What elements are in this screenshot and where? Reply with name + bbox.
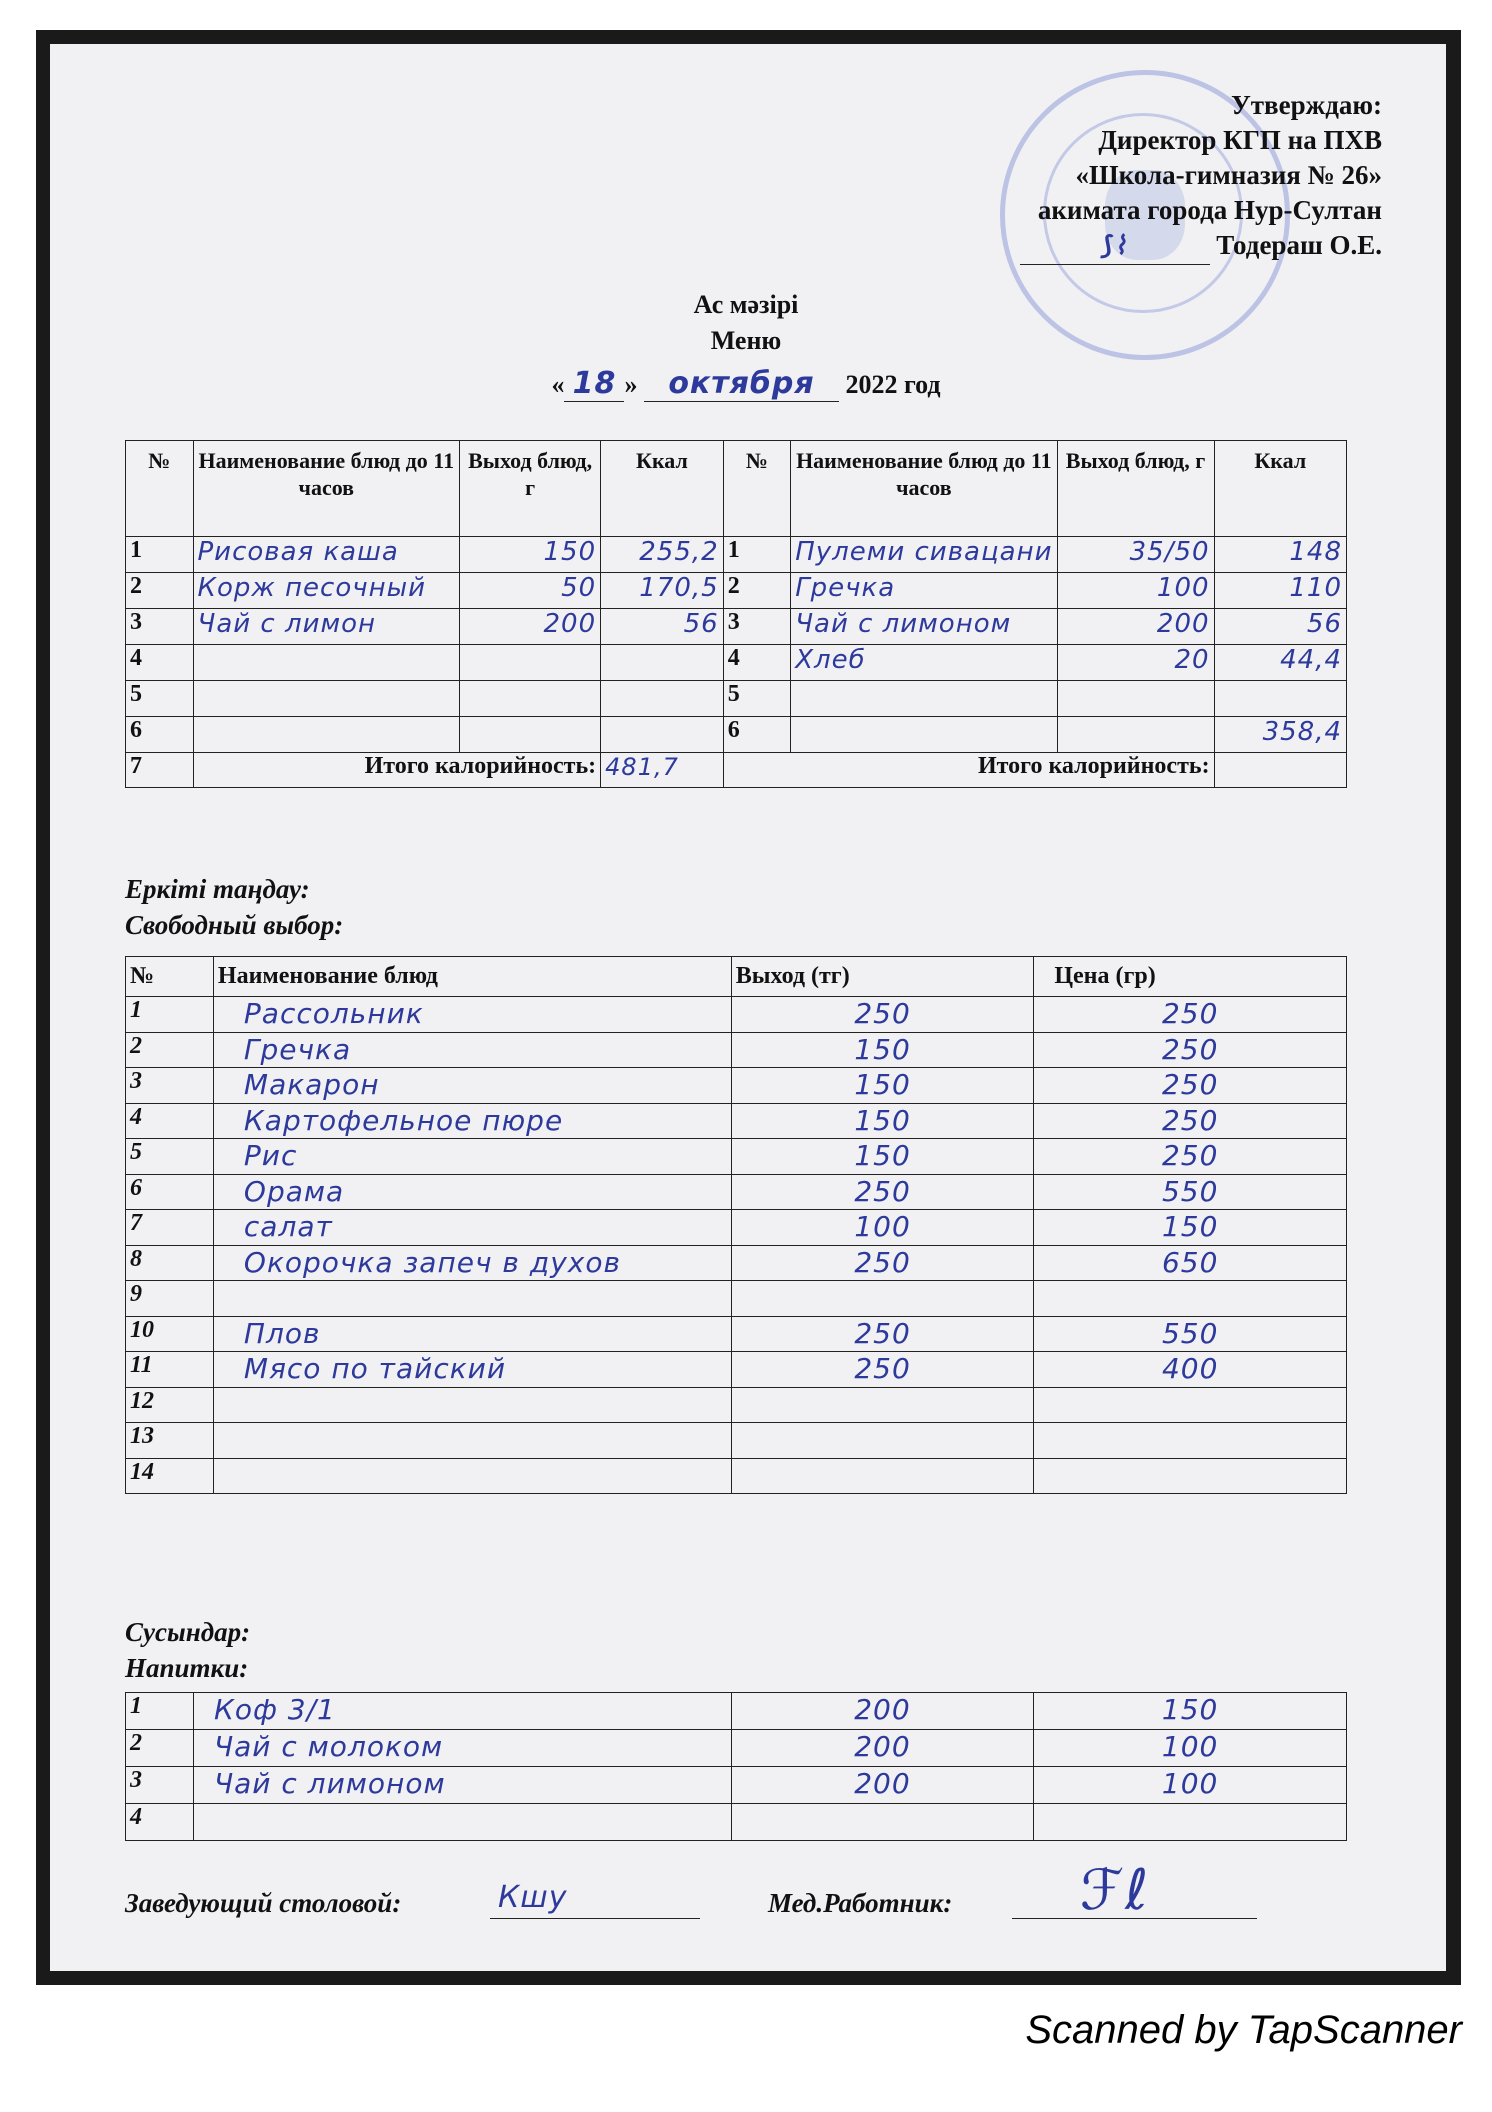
drink-yield bbox=[731, 1804, 1034, 1841]
fc-price: 250 bbox=[1034, 1032, 1347, 1068]
menu-no-right: 6 bbox=[723, 717, 791, 753]
fc-yield: 150 bbox=[731, 1139, 1034, 1175]
fc-yield: 100 bbox=[731, 1210, 1034, 1246]
director-signature: ⟆⌇ bbox=[1020, 229, 1210, 265]
menu-kcal-left: 56 bbox=[601, 609, 724, 645]
menu-kcal-right: 358,4 bbox=[1214, 717, 1346, 753]
fc-no: 5 bbox=[126, 1139, 214, 1175]
menu-no-left: 5 bbox=[126, 681, 194, 717]
header-no-left: № bbox=[126, 441, 194, 537]
fc-price: 650 bbox=[1034, 1245, 1347, 1281]
approval-line-3: «Школа-гимназия № 26» bbox=[1075, 160, 1382, 190]
fc-price bbox=[1034, 1281, 1347, 1317]
menu-row bbox=[126, 609, 1347, 645]
drink-no: 4 bbox=[126, 1804, 194, 1841]
manager-signature: Кшу bbox=[498, 1880, 568, 1915]
fc-yield: 150 bbox=[731, 1103, 1034, 1139]
fc-price bbox=[1034, 1423, 1347, 1459]
menu-dish-right: Хлеб bbox=[791, 645, 1057, 681]
header-name-right: Наименование блюд до 11 часов bbox=[791, 441, 1057, 537]
fc-price: 250 bbox=[1034, 1139, 1347, 1175]
approval-block bbox=[1020, 88, 1382, 265]
menu-no-left: 1 bbox=[126, 537, 194, 573]
approval-line-5 bbox=[1020, 228, 1382, 265]
menu-kcal-right: 44,4 bbox=[1214, 645, 1346, 681]
fc-no: 13 bbox=[126, 1423, 214, 1459]
menu-dish-right bbox=[791, 717, 1057, 753]
drink-row bbox=[126, 1693, 1347, 1730]
menu-no-right: 5 bbox=[723, 681, 791, 717]
drink-no: 3 bbox=[126, 1767, 194, 1804]
free-choice-table bbox=[125, 956, 1347, 1494]
drink-price: 150 bbox=[1034, 1693, 1347, 1730]
fc-yield bbox=[731, 1281, 1034, 1317]
drinks-table bbox=[125, 1692, 1347, 1841]
menu-yield-left bbox=[460, 717, 601, 753]
manager-signature-line bbox=[490, 1918, 700, 1919]
fc-header-price: Цена (гр) bbox=[1034, 957, 1347, 997]
free-choice-row bbox=[126, 1139, 1347, 1175]
fc-yield: 250 bbox=[731, 1316, 1034, 1352]
free-choice-row bbox=[126, 1387, 1347, 1423]
date-open-quote: « bbox=[551, 370, 565, 399]
fc-header-no: № bbox=[126, 957, 214, 997]
fc-dish bbox=[213, 1458, 731, 1494]
fc-yield: 250 bbox=[731, 997, 1034, 1033]
fc-header-name: Наименование блюд bbox=[213, 957, 731, 997]
menu-dish-left: Корж песочный bbox=[193, 573, 460, 609]
menu-kcal-right: 110 bbox=[1214, 573, 1346, 609]
menu-no-left: 3 bbox=[126, 609, 194, 645]
fc-dish: салат bbox=[213, 1210, 731, 1246]
approval-line-4: акимата города Нур-Султан bbox=[1037, 195, 1382, 225]
fc-dish: Гречка bbox=[213, 1032, 731, 1068]
free-choice-row bbox=[126, 1352, 1347, 1388]
free-choice-row bbox=[126, 1316, 1347, 1352]
fc-price bbox=[1034, 1458, 1347, 1494]
fc-dish: Плов bbox=[213, 1316, 731, 1352]
menu-dish-left: Чай с лимон bbox=[193, 609, 460, 645]
total-label-left: Итого калорийность: bbox=[193, 753, 601, 788]
menu-dish-left: Рисовая каша bbox=[193, 537, 460, 573]
fc-no: 4 bbox=[126, 1103, 214, 1139]
menu-kcal-left bbox=[601, 645, 724, 681]
fc-yield: 250 bbox=[731, 1174, 1034, 1210]
menu-no-right: 2 bbox=[723, 573, 791, 609]
free-choice-row bbox=[126, 997, 1347, 1033]
director-name: Тодераш О.Е. bbox=[1216, 230, 1382, 260]
fc-dish: Мясо по тайский bbox=[213, 1352, 731, 1388]
fc-yield bbox=[731, 1387, 1034, 1423]
fc-yield: 150 bbox=[731, 1032, 1034, 1068]
menu-total-row bbox=[126, 753, 1347, 788]
approval-line-1: Утверждаю: bbox=[1230, 90, 1382, 120]
drink-price: 100 bbox=[1034, 1730, 1347, 1767]
menu-no-right: 4 bbox=[723, 645, 791, 681]
header-kcal-left: Ккал bbox=[601, 441, 724, 537]
free-choice-row bbox=[126, 1281, 1347, 1317]
menu-kcal-left: 170,5 bbox=[601, 573, 724, 609]
fc-no: 2 bbox=[126, 1032, 214, 1068]
menu-row bbox=[126, 645, 1347, 681]
fc-dish: Рассольник bbox=[213, 997, 731, 1033]
menu-kcal-right: 56 bbox=[1214, 609, 1346, 645]
menu-yield-right bbox=[1057, 717, 1214, 753]
fc-no: 11 bbox=[126, 1352, 214, 1388]
date-close-quote: » bbox=[624, 370, 638, 399]
fc-price: 400 bbox=[1034, 1352, 1347, 1388]
drink-yield: 200 bbox=[731, 1730, 1034, 1767]
menu-yield-right: 35/50 bbox=[1057, 537, 1214, 573]
manager-label: Заведующий столовой: bbox=[125, 1888, 402, 1918]
drink-row bbox=[126, 1730, 1347, 1767]
fc-dish bbox=[213, 1281, 731, 1317]
drink-no: 1 bbox=[126, 1693, 194, 1730]
header-name-left: Наименование блюд до 11 часов bbox=[193, 441, 460, 537]
free-choice-label-kz: Еркіті таңдау: bbox=[125, 874, 310, 904]
date-month: октября bbox=[644, 366, 839, 402]
medic-label: Мед.Работник: bbox=[768, 1888, 953, 1918]
free-choice-header-row bbox=[126, 957, 1347, 997]
fc-price: 250 bbox=[1034, 997, 1347, 1033]
menu-yield-right: 200 bbox=[1057, 609, 1214, 645]
fc-no: 12 bbox=[126, 1387, 214, 1423]
scanner-watermark: Scanned by TapScanner bbox=[1025, 2008, 1462, 2052]
menu-dish-left bbox=[193, 717, 460, 753]
menu-row bbox=[126, 717, 1347, 753]
drink-price bbox=[1034, 1804, 1347, 1841]
date-day: 18 bbox=[564, 366, 624, 402]
free-choice-row bbox=[126, 1210, 1347, 1246]
menu-yield-right bbox=[1057, 681, 1214, 717]
drink-yield: 200 bbox=[731, 1693, 1034, 1730]
drink-row bbox=[126, 1804, 1347, 1841]
free-choice-row bbox=[126, 1032, 1347, 1068]
title-kz: Ас мәзірі bbox=[693, 290, 799, 319]
menu-dish-left bbox=[193, 681, 460, 717]
fc-dish: Рис bbox=[213, 1139, 731, 1175]
drink-name: Коф 3/1 bbox=[193, 1693, 731, 1730]
menu-yield-left: 200 bbox=[460, 609, 601, 645]
total-left-value: 481,7 bbox=[601, 753, 724, 788]
menu-yield-left bbox=[460, 681, 601, 717]
fc-price: 250 bbox=[1034, 1068, 1347, 1104]
drink-price: 100 bbox=[1034, 1767, 1347, 1804]
header-kcal-right: Ккал bbox=[1214, 441, 1346, 537]
menu-dish-left bbox=[193, 645, 460, 681]
menu-no-right: 3 bbox=[723, 609, 791, 645]
header-no-right: № bbox=[723, 441, 791, 537]
menu-row bbox=[126, 537, 1347, 573]
menu-dish-right: Пулеми сивацани bbox=[791, 537, 1057, 573]
drinks-label-ru: Напитки: bbox=[125, 1653, 249, 1683]
date-year: 2022 год bbox=[845, 370, 941, 399]
drink-yield: 200 bbox=[731, 1767, 1034, 1804]
menu-yield-right: 20 bbox=[1057, 645, 1214, 681]
drinks-label-kz: Сусындар: bbox=[125, 1617, 251, 1647]
fc-yield bbox=[731, 1458, 1034, 1494]
total-label-right: Итого калорийность: bbox=[723, 753, 1214, 788]
header-yield-left: Выход блюд, г bbox=[460, 441, 601, 537]
fc-price: 150 bbox=[1034, 1210, 1347, 1246]
free-choice-row bbox=[126, 1068, 1347, 1104]
menu-header-row bbox=[126, 441, 1347, 537]
fc-dish: Картофельное пюре bbox=[213, 1103, 731, 1139]
menu-date bbox=[0, 366, 1492, 402]
header-yield-right: Выход блюд, г bbox=[1057, 441, 1214, 537]
menu-row bbox=[126, 681, 1347, 717]
fc-no: 10 bbox=[126, 1316, 214, 1352]
fc-dish bbox=[213, 1423, 731, 1459]
fc-no: 9 bbox=[126, 1281, 214, 1317]
fc-yield bbox=[731, 1423, 1034, 1459]
medic-signature: ℱℓ bbox=[1080, 1858, 1150, 1923]
free-choice-row bbox=[126, 1245, 1347, 1281]
menu-dish-right: Гречка bbox=[791, 573, 1057, 609]
title-ru: Меню bbox=[710, 326, 782, 355]
menu-yield-right: 100 bbox=[1057, 573, 1214, 609]
fc-yield: 250 bbox=[731, 1245, 1034, 1281]
total-right-value bbox=[1214, 753, 1346, 788]
menu-no-right: 1 bbox=[723, 537, 791, 573]
fc-no: 7 bbox=[126, 1210, 214, 1246]
breakfast-menu-table bbox=[125, 440, 1347, 788]
free-choice-label-ru: Свободный выбор: bbox=[125, 910, 344, 940]
total-row-no: 7 bbox=[126, 753, 194, 788]
fc-yield: 250 bbox=[731, 1352, 1034, 1388]
drink-row bbox=[126, 1767, 1347, 1804]
drink-no: 2 bbox=[126, 1730, 194, 1767]
fc-price: 550 bbox=[1034, 1174, 1347, 1210]
fc-dish: Макарон bbox=[213, 1068, 731, 1104]
drink-name bbox=[193, 1804, 731, 1841]
free-choice-row bbox=[126, 1458, 1347, 1494]
menu-no-left: 2 bbox=[126, 573, 194, 609]
approval-line-2: Директор КГП на ПХВ bbox=[1098, 125, 1382, 155]
menu-kcal-left bbox=[601, 717, 724, 753]
fc-no: 8 bbox=[126, 1245, 214, 1281]
fc-price bbox=[1034, 1387, 1347, 1423]
menu-no-left: 6 bbox=[126, 717, 194, 753]
menu-yield-left bbox=[460, 645, 601, 681]
free-choice-row bbox=[126, 1423, 1347, 1459]
menu-kcal-left: 255,2 bbox=[601, 537, 724, 573]
fc-price: 550 bbox=[1034, 1316, 1347, 1352]
fc-no: 14 bbox=[126, 1458, 214, 1494]
menu-kcal-right: 148 bbox=[1214, 537, 1346, 573]
menu-yield-left: 50 bbox=[460, 573, 601, 609]
menu-yield-left: 150 bbox=[460, 537, 601, 573]
menu-dish-right bbox=[791, 681, 1057, 717]
fc-dish bbox=[213, 1387, 731, 1423]
menu-dish-right: Чай с лимоном bbox=[791, 609, 1057, 645]
free-choice-row bbox=[126, 1174, 1347, 1210]
fc-dish: Окорочка запеч в духов bbox=[213, 1245, 731, 1281]
drink-name: Чай с лимоном bbox=[193, 1767, 731, 1804]
fc-dish: Орама bbox=[213, 1174, 731, 1210]
menu-kcal-right bbox=[1214, 681, 1346, 717]
menu-kcal-left bbox=[601, 681, 724, 717]
fc-yield: 150 bbox=[731, 1068, 1034, 1104]
free-choice-row bbox=[126, 1103, 1347, 1139]
menu-no-left: 4 bbox=[126, 645, 194, 681]
fc-price: 250 bbox=[1034, 1103, 1347, 1139]
menu-row bbox=[126, 573, 1347, 609]
fc-no: 1 bbox=[126, 997, 214, 1033]
fc-header-yield: Выход (тг) bbox=[731, 957, 1034, 997]
fc-no: 3 bbox=[126, 1068, 214, 1104]
drink-name: Чай с молоком bbox=[193, 1730, 731, 1767]
fc-no: 6 bbox=[126, 1174, 214, 1210]
